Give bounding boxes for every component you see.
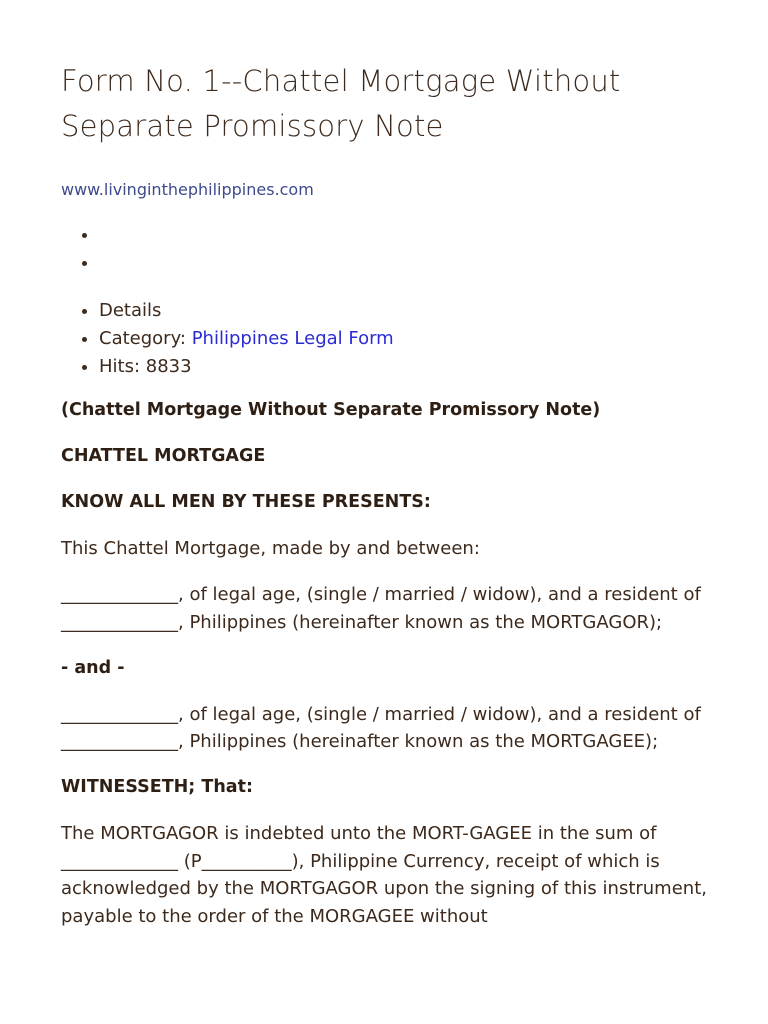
mortgagor-paragraph: _____________, of legal age, (single / married / widow), and a resident of _____________, Philippines (hereinafter known as the MORTGAGOR); (61, 584, 701, 633)
know-all-heading: KNOW ALL MEN BY THESE PRESENTS: (61, 492, 431, 512)
and-separator: - and - (61, 657, 125, 678)
info-category (99, 325, 712, 353)
share-list (61, 221, 712, 277)
source-link[interactable]: www.livinginthephilippines.com (61, 180, 314, 199)
intro-paragraph: This Chattel Mortgage, made by and between: (61, 538, 480, 559)
category-label: Category: (99, 328, 192, 349)
page-title: Form No. 1--Chattel Mortgage Without Separate Promissory Note (61, 64, 621, 143)
document-subtitle: (Chattel Mortgage Without Separate Promissory Note) (61, 400, 601, 420)
share-item-empty[interactable] (99, 221, 712, 249)
article-info-list (61, 297, 712, 381)
witnesseth-heading: WITNESSETH; That: (61, 777, 253, 797)
info-details: • Details (99, 297, 712, 325)
category-link[interactable]: Philippines Legal Form (191, 328, 394, 349)
share-item-empty[interactable] (99, 249, 712, 277)
info-hits: • Hits: 8833 (99, 353, 712, 381)
mortgagee-paragraph: _____________, of legal age, (single / married / widow), and a resident of _____________, Philippines (hereinafter known as the MORTGAGEE); (61, 703, 701, 752)
clause-paragraph: The MORTGAGOR is indebted unto the MORT-GAGEE in the sum of _____________ (P__________), Philippine Currency, receipt of which is acknowledged by the MORTGAGOR upon the signing of this instrument, payable to the order of the MORGAGEE without (61, 823, 707, 927)
document-heading: CHATTEL MORTGAGE (61, 446, 266, 466)
